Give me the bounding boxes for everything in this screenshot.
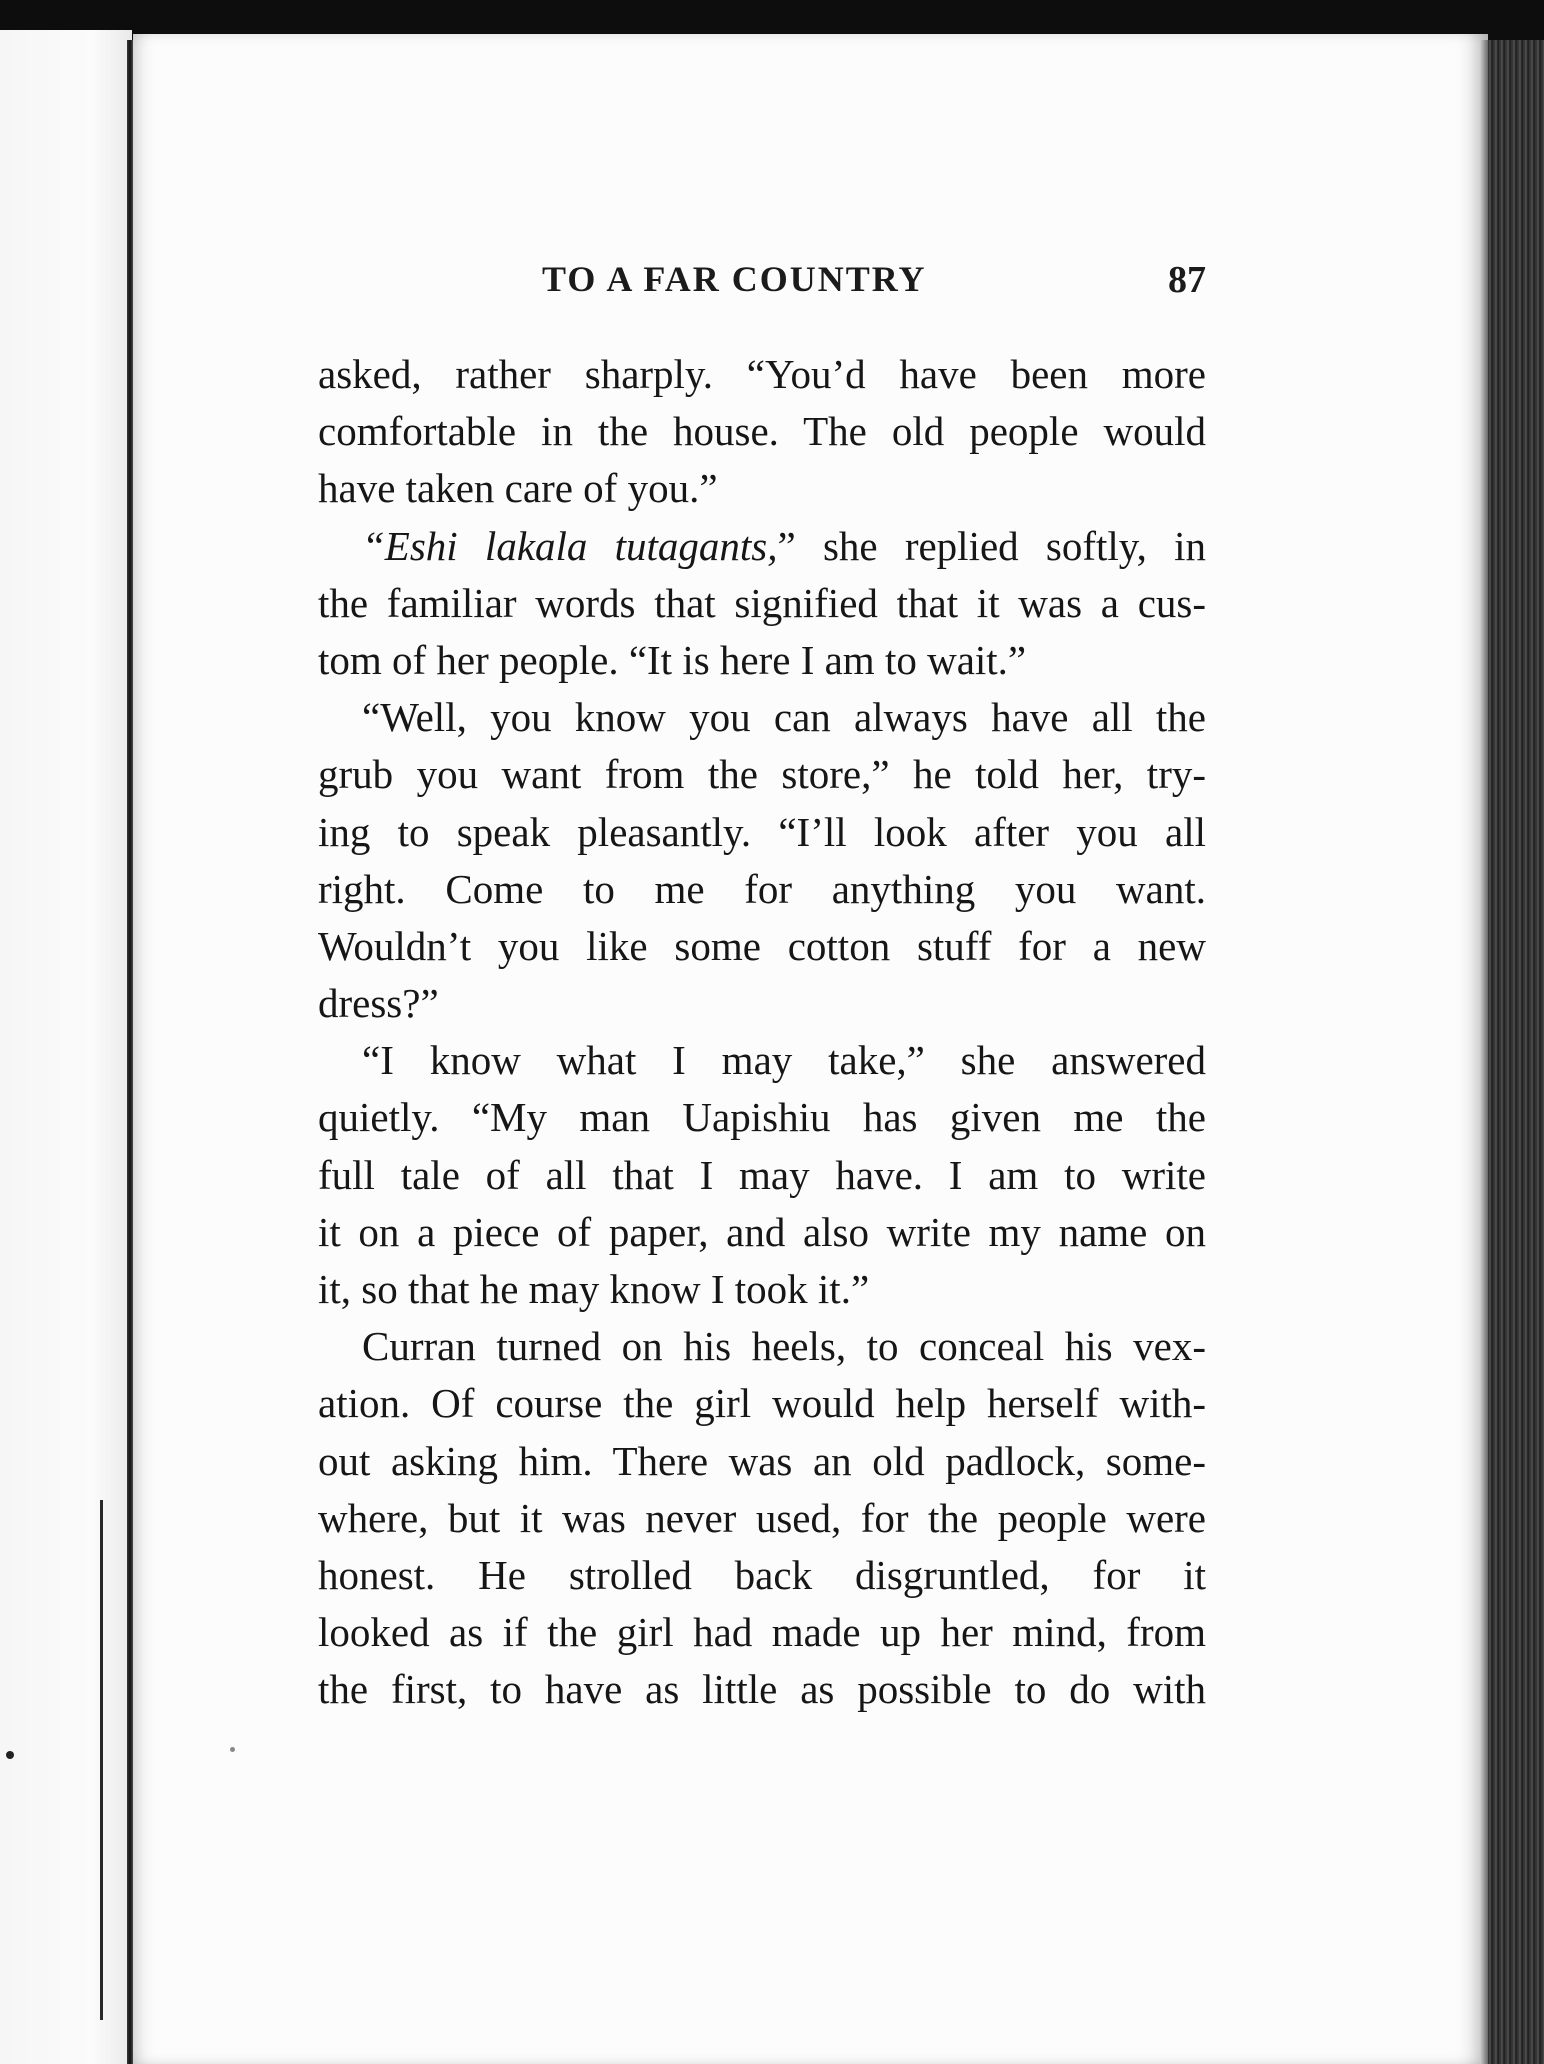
text-line (318, 1318, 1206, 1375)
text-line (318, 460, 1206, 517)
page-number: 87 (1168, 259, 1206, 301)
text-segment: the first, to have as little as possible to do with (318, 1666, 1206, 1713)
text-segment: honest. He strolled back disgruntled, for it (318, 1551, 1206, 1598)
text-segment: grub you want from the store,” he told her, try- (318, 751, 1206, 798)
text-line (318, 918, 1206, 975)
text-segment: tom of her people. “It is here I am to wait.” (318, 636, 1027, 683)
text-line (318, 1147, 1206, 1204)
italic-phrase: “Eshi lakala tutagants, (362, 522, 778, 569)
text-line (318, 1661, 1206, 1718)
text-segment: right. Come to me for anything you want. (318, 865, 1206, 912)
text-segment: out asking him. There was an old padlock, some- (318, 1437, 1206, 1484)
text-line (318, 689, 1206, 746)
text-line (318, 975, 1206, 1032)
text-line (318, 1375, 1206, 1432)
text-line (318, 403, 1206, 460)
text-line (318, 1032, 1206, 1089)
text-line (318, 746, 1206, 803)
body-text (318, 346, 1206, 1719)
text-line (318, 1204, 1206, 1261)
text-segment: full tale of all that I may have. I am to write (318, 1151, 1206, 1198)
page-stack-fore-edge (1488, 40, 1544, 2064)
text-line (318, 1089, 1206, 1146)
text-segment: where, but it was never used, for the people were (318, 1494, 1206, 1541)
scan-speck (230, 1747, 235, 1752)
text-segment: the familiar words that signified that it was a cus- (318, 579, 1206, 626)
text-segment: quietly. “My man Uapishiu has given me the (318, 1094, 1206, 1141)
scan-speck (6, 1751, 14, 1759)
text-segment: it, so that he may know I took it.” (318, 1266, 870, 1312)
text-segment: looked as if the girl had made up her mind, from (318, 1609, 1206, 1656)
text-line (318, 1490, 1206, 1547)
previous-page-edge (0, 30, 132, 2064)
running-head (318, 258, 1206, 312)
text-line (318, 346, 1206, 403)
running-head-title: TO A FAR COUNTRY (542, 259, 927, 299)
text-segment: have taken care of you.” (318, 465, 718, 512)
text-line (318, 518, 1206, 575)
text-segment: “I know what I may take,” she answered (362, 1037, 1206, 1084)
text-line (318, 1547, 1206, 1604)
text-segment: dress?” (318, 980, 439, 1027)
text-line (318, 1604, 1206, 1661)
text-segment: Curran turned on his heels, to conceal his vex- (362, 1323, 1206, 1370)
text-line (318, 861, 1206, 918)
text-segment: ing to speak pleasantly. “I’ll look after you all (318, 808, 1206, 855)
text-line (318, 1433, 1206, 1490)
text-line (318, 575, 1206, 632)
text-segment: Wouldn’t you like some cotton stuff for a new (318, 922, 1206, 969)
text-segment: it on a piece of paper, and also write my name on (318, 1208, 1206, 1255)
book-gutter-shadow (100, 1500, 103, 2020)
text-line (318, 804, 1206, 861)
text-segment: comfortable in the house. The old people would (318, 408, 1206, 455)
text-segment: asked, rather sharply. “You’d have been more (318, 351, 1206, 397)
text-line (318, 632, 1206, 689)
text-segment: “Well, you know you can always have all the (362, 694, 1206, 741)
text-line (318, 1261, 1206, 1318)
text-segment: ation. Of course the girl would help herself with- (318, 1380, 1206, 1427)
page-edge-shadow (1480, 40, 1488, 2064)
text-segment: ” she replied softly, in (777, 522, 1206, 569)
